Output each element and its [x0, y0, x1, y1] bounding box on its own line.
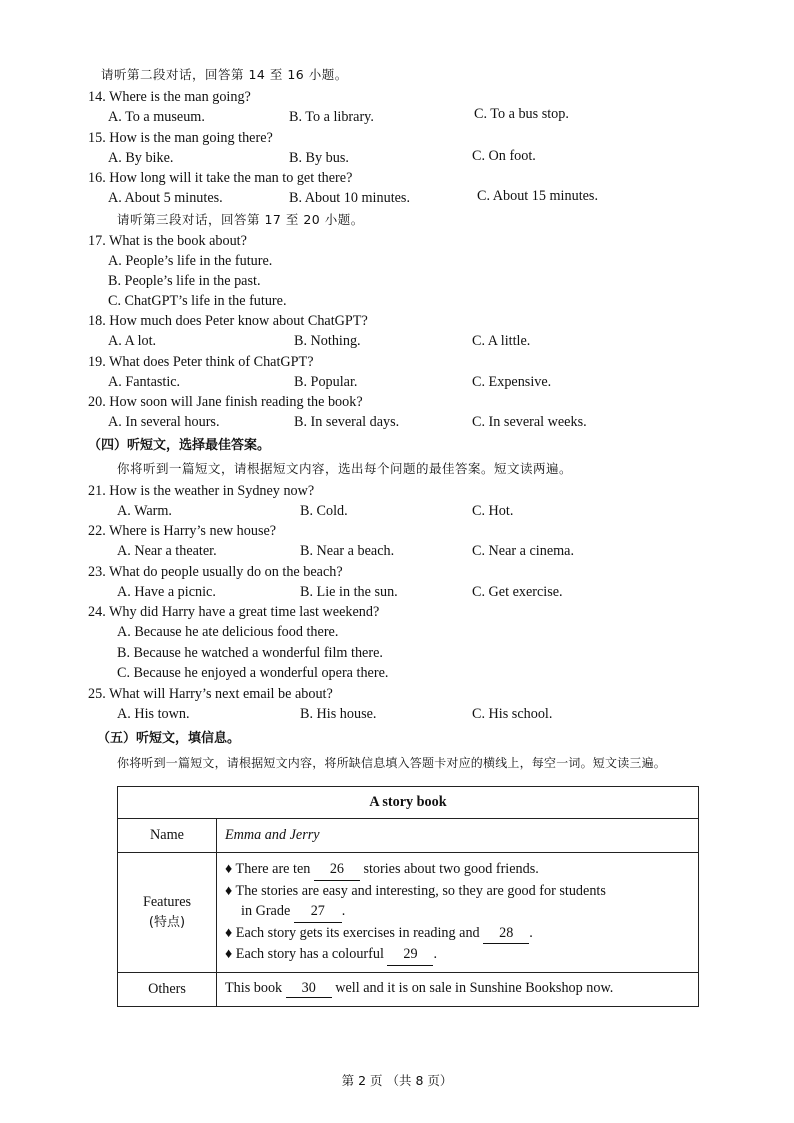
option-22c: C. Near a cinema. — [472, 543, 575, 559]
option-20a: A. In several hours. — [108, 414, 220, 430]
option-24c: C. Because he enjoyed a wonderful opera there. — [117, 665, 389, 681]
feature-3-tail: . — [529, 924, 533, 941]
feature-2-grade: in Grade — [241, 903, 294, 919]
option-23b: B. Lie in the sun. — [300, 584, 398, 600]
question-22: 22. Where is Harry’s new house? — [88, 523, 277, 539]
blank-26[interactable]: 26 — [314, 859, 360, 881]
feature-3-text: ♦ Each story gets its exercises in reading and — [225, 924, 484, 941]
feature-3 — [225, 923, 690, 945]
option-17b: B. People’s life in the past. — [108, 273, 261, 289]
option-25a: A. His town. — [117, 706, 190, 722]
name-label: Name — [118, 819, 217, 853]
question-18: 18. How much does Peter know about ChatGPT? — [88, 313, 368, 329]
option-19a: A. Fantastic. — [108, 374, 181, 390]
blank-28[interactable]: 28 — [483, 923, 529, 945]
option-16a: A. About 5 minutes. — [108, 190, 223, 206]
option-24b: B. Because he watched a wonderful film there. — [117, 645, 383, 661]
blank-30[interactable]: 30 — [286, 980, 332, 998]
feature-2-cont — [225, 901, 690, 923]
option-16c: C. About 15 minutes. — [477, 188, 598, 204]
feature-4 — [225, 944, 690, 966]
option-19c: C. Expensive. — [472, 374, 552, 390]
blank-29[interactable]: 29 — [387, 944, 433, 966]
instruction-dialog-2: 请听第二段对话，回答第 14 至 16 小题。 — [101, 67, 348, 82]
option-23c: C. Get exercise. — [472, 584, 563, 600]
feature-2-tail: . — [341, 903, 346, 919]
option-15a: A. By bike. — [108, 150, 174, 166]
option-18a: A. A lot. — [108, 333, 157, 349]
option-25c: C. His school. — [472, 706, 553, 722]
question-25: 25. What will Harry’s next email be about? — [88, 686, 333, 702]
option-18b: B. Nothing. — [294, 333, 361, 349]
question-24: 24. Why did Harry have a great time last weekend? — [88, 604, 380, 620]
features-label-cn: (特点) — [148, 915, 186, 931]
question-16: 16. How long will it take the man to get there? — [88, 170, 353, 186]
name-value: Emma and Jerry — [217, 819, 699, 853]
option-18c: C. A little. — [472, 333, 531, 349]
option-21b: B. Cold. — [300, 503, 348, 519]
instruction-dialog-3: 请听第三段对话，回答第 17 至 20 小题。 — [117, 212, 364, 227]
section-5-instruction: 你将听到一篇短文，请根据短文内容，将所缺信息填入答题卡对应的横线上，每空一词。短文读三遍。 — [117, 756, 667, 770]
feature-2 — [225, 881, 690, 902]
option-20b: B. In several days. — [294, 414, 400, 430]
others-label: Others — [118, 972, 217, 1006]
option-25b: B. His house. — [300, 706, 377, 722]
option-20c: C. In several weeks. — [472, 414, 587, 430]
option-14b: B. To a library. — [289, 109, 374, 125]
feature-4-tail: . — [433, 946, 438, 962]
option-19b: B. Popular. — [294, 374, 358, 390]
others-tail: well and it is on sale in Sunshine Bookshop now. — [331, 980, 614, 996]
option-15c: C. On foot. — [472, 148, 536, 164]
section-4-instruction: 你将听到一篇短文，请根据短文内容，选出每个问题的最佳答案。短文读两遍。 — [117, 461, 573, 476]
option-15b: B. By bus. — [289, 150, 349, 166]
question-20: 20. How soon will Jane finish reading the book? — [88, 394, 363, 410]
option-14a: A. To a museum. — [108, 109, 205, 125]
option-14c: C. To a bus stop. — [474, 106, 569, 122]
story-book-table — [117, 786, 699, 1007]
feature-2-text: ♦ The stories are easy and interesting, so they are good for students — [225, 882, 606, 899]
question-21: 21. How is the weather in Sydney now? — [88, 483, 315, 499]
feature-1 — [225, 859, 690, 881]
blank-27[interactable]: 27 — [294, 901, 342, 923]
others-text: This book — [225, 980, 286, 996]
section-4-title: （四）听短文，选择最佳答案。 — [88, 438, 271, 453]
option-21a: A. Warm. — [117, 503, 172, 519]
table-caption: A story book — [118, 787, 699, 819]
option-17c: C. ChatGPT’s life in the future. — [108, 293, 287, 309]
features-label: Features — [142, 894, 192, 911]
others-value — [217, 972, 699, 1006]
feature-4-text: ♦ Each story has a colourful — [225, 946, 388, 962]
option-22b: B. Near a beach. — [300, 543, 395, 559]
question-15: 15. How is the man going there? — [88, 130, 273, 146]
question-17: 17. What is the book about? — [88, 233, 247, 249]
option-24a: A. Because he ate delicious food there. — [117, 624, 339, 640]
question-23: 23. What do people usually do on the beach? — [88, 564, 343, 580]
option-21c: C. Hot. — [472, 503, 514, 519]
question-14: 14. Where is the man going? — [88, 89, 251, 105]
section-5-title: （五）听短文，填信息。 — [97, 731, 241, 746]
option-23a: A. Have a picnic. — [117, 584, 216, 600]
feature-1-tail: stories about two good friends. — [359, 861, 539, 877]
features-label-cell — [118, 853, 217, 973]
option-22a: A. Near a theater. — [117, 543, 217, 559]
feature-1-text: ♦ There are ten — [225, 861, 314, 877]
option-16b: B. About 10 minutes. — [289, 190, 410, 206]
question-19: 19. What does Peter think of ChatGPT? — [88, 354, 314, 370]
page-footer: 第 2 页 （共 8 页） — [341, 1073, 453, 1088]
option-17a: A. People’s life in the future. — [108, 253, 273, 269]
features-list — [217, 853, 699, 973]
